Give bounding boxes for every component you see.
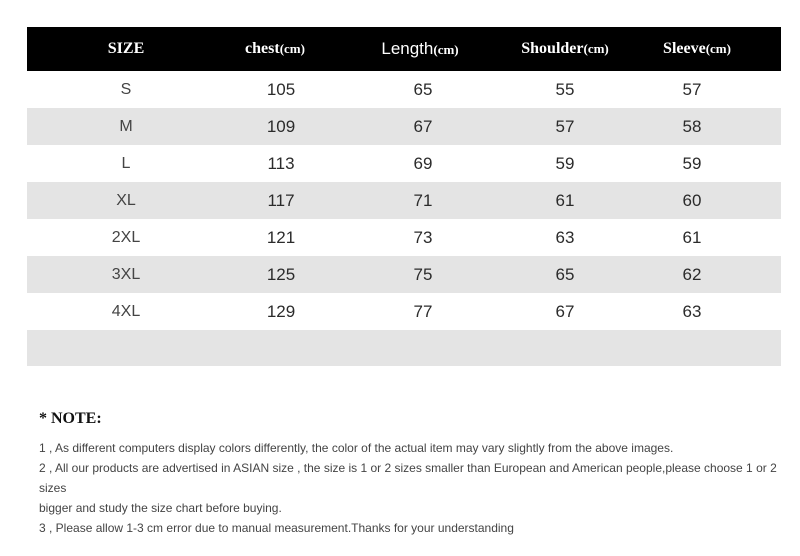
sleeve-cell: 58 xyxy=(682,117,702,136)
size-cell: 3XL xyxy=(111,266,141,283)
shoulder-cell: 59 xyxy=(555,154,575,173)
size-cell: 2XL xyxy=(111,229,141,246)
sleeve-cell: 59 xyxy=(682,154,702,173)
header-chest-unit: (cm) xyxy=(279,41,305,56)
chest-cell: 113 xyxy=(267,154,295,173)
chest-cell: 105 xyxy=(266,80,296,99)
table-row xyxy=(27,182,781,219)
sleeve-cell: 57 xyxy=(682,80,702,99)
header-length-unit: (cm) xyxy=(433,42,459,57)
sleeve-cell: 61 xyxy=(682,228,702,247)
note-line: 1 , As different computers display colors differently, the color of the actual item may vary slightly from the above images. xyxy=(39,441,674,455)
shoulder-cell: 61 xyxy=(555,191,575,210)
chest-cell: 121 xyxy=(266,228,296,247)
header-size-label: SIZE xyxy=(107,40,145,57)
table-row xyxy=(27,256,781,293)
header-sleeve-unit: (cm) xyxy=(705,41,731,56)
header-chest-label: chest xyxy=(245,40,280,57)
header-sleeve-label: Sleeve xyxy=(663,40,706,57)
table-row xyxy=(27,108,781,145)
chest-cell: 109 xyxy=(266,117,296,136)
note-line: 2 , All our products are advertised in ASIAN size , the size is 1 or 2 sizes smaller than European and American people,please choose 1 or 2 sizes xyxy=(39,461,777,495)
header-length-label: Length xyxy=(381,39,434,58)
shoulder-cell: 57 xyxy=(555,117,575,136)
size-cell: M xyxy=(119,118,133,135)
empty-table-row xyxy=(27,330,781,366)
length-cell: 71 xyxy=(413,191,433,210)
size-cell: 4XL xyxy=(111,303,141,320)
header-shoulder-unit: (cm) xyxy=(583,41,609,56)
size-cell: S xyxy=(120,81,132,98)
size-cell: L xyxy=(121,155,131,172)
header-sleeve xyxy=(663,27,731,71)
length-cell: 69 xyxy=(413,154,433,173)
table-row xyxy=(27,71,781,108)
sleeve-cell: 63 xyxy=(682,302,702,321)
table-row xyxy=(27,145,781,182)
table-row xyxy=(27,219,781,256)
header-chest xyxy=(245,27,305,71)
length-cell: 67 xyxy=(413,117,433,136)
length-cell: 75 xyxy=(413,265,433,284)
size-cell: XL xyxy=(116,192,136,209)
chest-cell: 117 xyxy=(267,191,295,210)
sleeve-cell: 60 xyxy=(682,191,702,210)
notes-section xyxy=(39,410,779,538)
length-cell: 65 xyxy=(413,80,433,99)
notes-title: * NOTE: xyxy=(39,410,102,427)
chest-cell: 129 xyxy=(266,302,296,321)
header-length xyxy=(381,27,458,71)
shoulder-cell: 65 xyxy=(555,265,575,284)
chest-cell: 125 xyxy=(266,265,296,284)
shoulder-cell: 63 xyxy=(555,228,575,247)
table-row xyxy=(27,293,781,330)
header-shoulder xyxy=(521,27,609,71)
length-cell: 77 xyxy=(413,302,433,321)
size-chart-table xyxy=(27,27,781,366)
sleeve-cell: 62 xyxy=(682,265,702,284)
shoulder-cell: 67 xyxy=(555,302,575,321)
length-cell: 73 xyxy=(413,228,433,247)
shoulder-cell: 55 xyxy=(555,80,575,99)
header-shoulder-label: Shoulder xyxy=(521,40,584,57)
header-size xyxy=(108,27,144,71)
note-line: bigger and study the size chart before buying. xyxy=(39,501,282,515)
note-line: 3 , Please allow 1-3 cm error due to manual measurement.Thanks for your understanding xyxy=(39,521,514,535)
table-header-row xyxy=(27,27,781,71)
